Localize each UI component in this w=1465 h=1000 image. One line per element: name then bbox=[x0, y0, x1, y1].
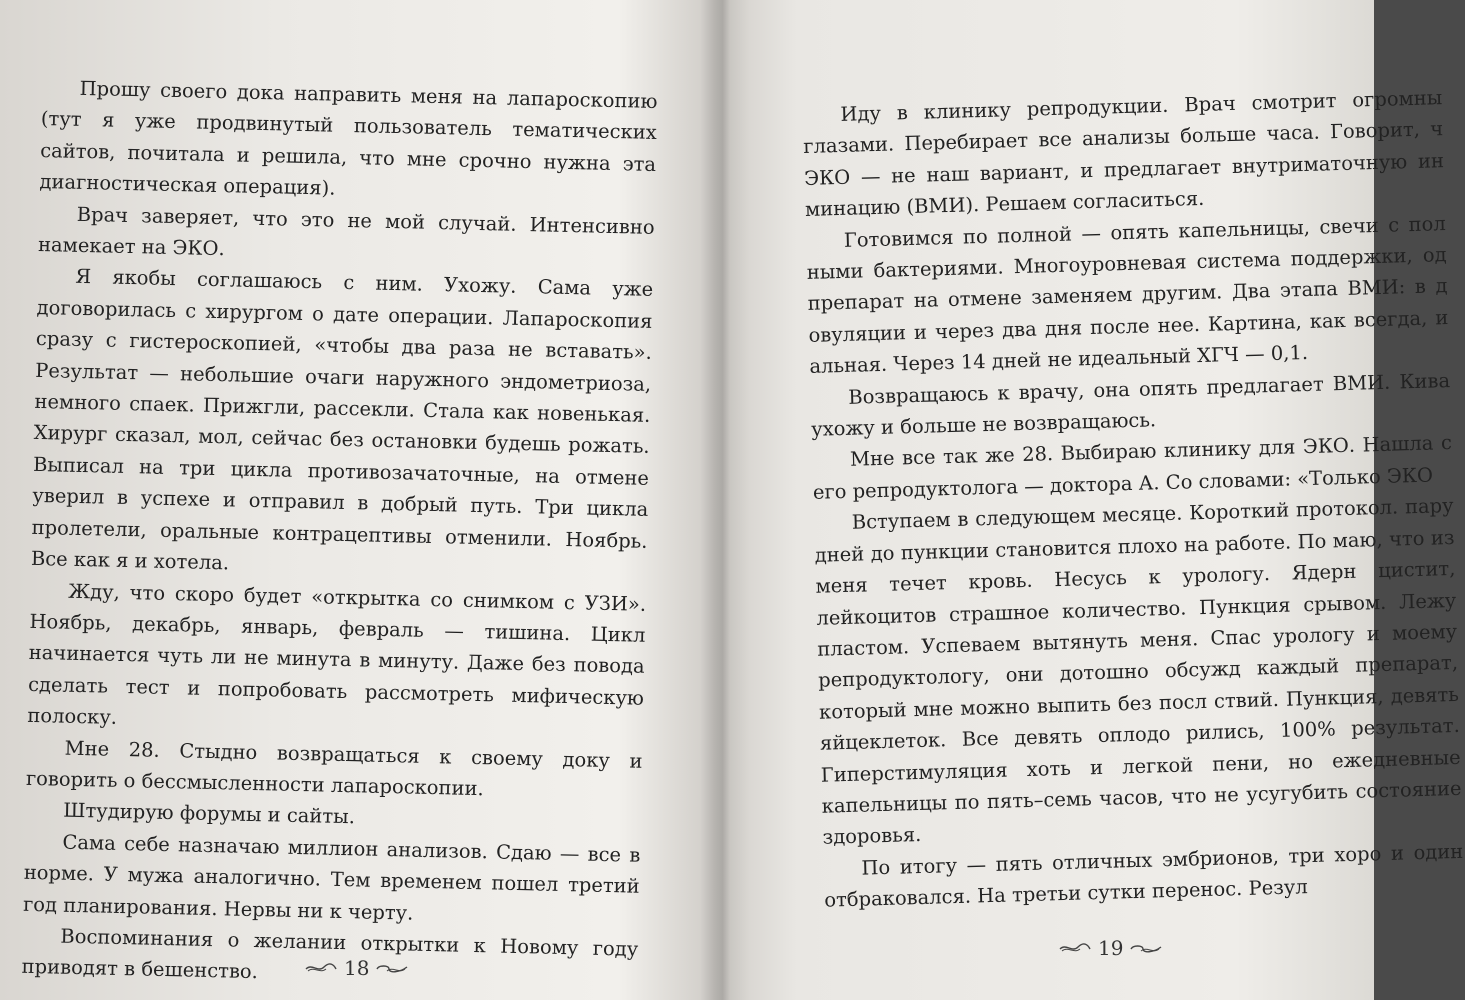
paragraph: Сама себе назначаю миллион анализов. Сдаю — все в норме. У мужа аналогично. Тем временем пошел третий год планирования. Нервы ни к черту. bbox=[22, 830, 641, 925]
page-number-right bbox=[1058, 936, 1163, 960]
paragraph: Жду, что скоро будет «открытка со снимком с УЗИ». Ноябрь, декабрь, январь, февраль — тишина. Цикл начинается чуть ли не минута в минуту. Даже без повода сделать тест и попробовать рассмотреть мифическую полоску. bbox=[27, 579, 647, 729]
paragraph: Возвращаюсь к врачу, она опять предлагает ВМИ. Кива ухожу и больше не возвращаюсь. bbox=[810, 368, 1451, 441]
paragraph: По итогу — пять отличных эмбрионов, три хоро и один отбраковался. На третьи сутки перенос. Резул bbox=[824, 839, 1464, 912]
paragraph: Врач заверяет, что это не мой случай. Интенсивно намекает на ЭКО. bbox=[37, 202, 655, 261]
paragraph: Мне все так же 28. Выбираю клинику для ЭКО. Нашла с его репродуктолога — доктора А. Со словами: «Только ЭКО bbox=[812, 431, 1453, 504]
right-page bbox=[724, 0, 1464, 1000]
paragraph: Я якобы соглашаюсь с ним. Ухожу. Сама уже договорилась с хирургом о дате операции. Лапароскопия сразу с гистероскопией, «чтобы два раза не вставать». Результат — небольшие очаги наружного эндометриоза, немного спаек. Прижгли, рассекли. Стала как новенькая. Хирург сказал, мол, сейчас без остановки будешь рожать. Выписал на три цикла противозачаточные, на отмене уверил в успехе и отправил в добрый путь. Три цикла пролетели, оральные контрацептивы отменили. Ноябрь. Все как я и хотела. bbox=[30, 265, 654, 575]
paragraph: Штудирую форумы и сайты. bbox=[62, 799, 356, 829]
paragraph: Иду в клинику репродукции. Врач смотрит огромны глазами. Перебирает все анализы больше часа. Говорит, ч ЭКО — не наш вариант, и предлагает внутриматочную ин минацию (ВМИ). Решаем согласиться. bbox=[802, 86, 1445, 222]
ornament-icon bbox=[375, 962, 409, 974]
page-number: 18 bbox=[344, 956, 370, 980]
paragraph: Вступаем в следующем месяце. Короткий протокол. пару дней до пункции становится плохо на работе. По маю, что из меня течет кровь. Несусь к урологу. Ядерн цистит, лейкоцитов страшное количество. Пункция срывом. Лежу пластом. Успеваем вытянуть меня. Спас урологу и моему репродуктологу, они дотошно обсужд каждый препарат, который мне можно выпить без посл ствий. Пункция, девять яйцеклеток. Все девять оплодо рились, 100% результат. Гиперстимуляция хоть и легкой пени, но ежедневные капельницы по пять–семь часов, что не усугубить состояние здоровья. bbox=[814, 494, 1462, 850]
page-number: 19 bbox=[1098, 936, 1124, 960]
left-page-text bbox=[21, 72, 658, 997]
left-page bbox=[0, 0, 720, 1000]
ornament-icon bbox=[304, 962, 338, 974]
paragraph: Готовимся по полной — опять капельницы, свечи с пол ными бактериями. Многоуровневая система поддержки, од препарат на отмене заменяем другим. Два этапа ВМИ: в д овуляции и через два дня после нее. Картина, как всегда, и альная. Через 14 дней не идеальный ХГЧ — 0,1. bbox=[806, 211, 1449, 379]
right-page-text bbox=[802, 82, 1465, 916]
ornament-icon bbox=[1129, 942, 1163, 954]
paragraph: Мне 28. Стыдно возвращаться к своему доку и говорить о бессмысленности лапароскопии. bbox=[25, 736, 643, 801]
page-number-left bbox=[304, 956, 409, 980]
ornament-icon bbox=[1058, 942, 1092, 954]
paragraph: Воспоминания о желании открытки к Новому году приводят в бешенство. bbox=[21, 924, 639, 984]
paragraph: Прошу своего дока направить меня на лапароскопию (тут я уже продвинутый пользователь тематических сайтов, почитала и решила, что мне срочно нужна эта диагностическая операция). bbox=[39, 76, 658, 200]
